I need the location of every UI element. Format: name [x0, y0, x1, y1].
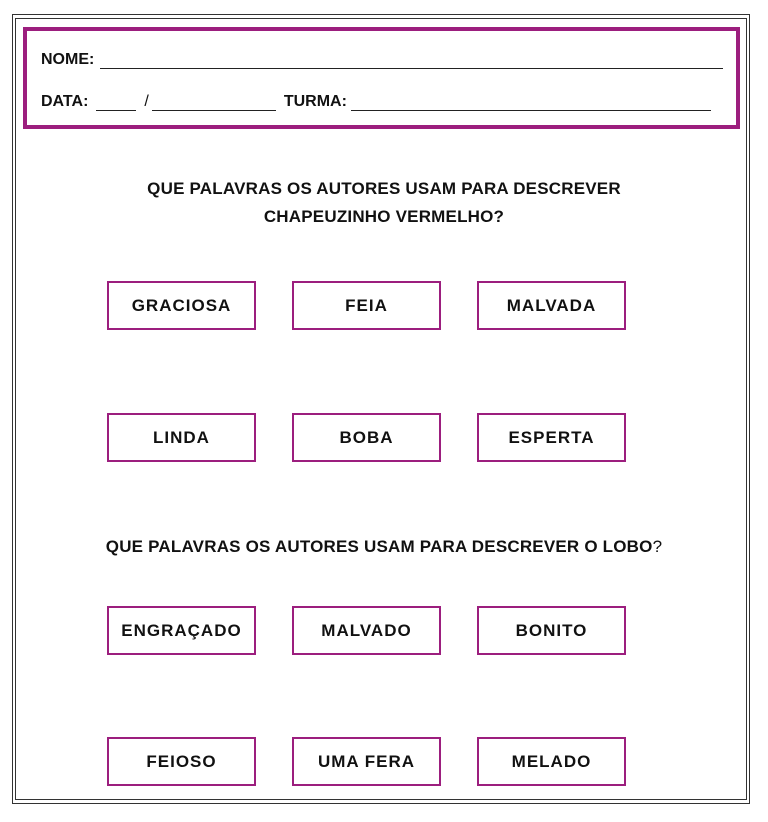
date-separator: /: [144, 93, 149, 110]
date-day-field[interactable]: [96, 98, 136, 111]
word-option-box[interactable]: MALVADA: [477, 281, 626, 330]
date-label: DATA:: [41, 93, 89, 110]
word-option-box[interactable]: FEIOSO: [107, 737, 256, 786]
word-option-box[interactable]: BOBA: [292, 413, 441, 462]
class-field[interactable]: [351, 98, 711, 111]
question-2-text: QUE PALAVRAS OS AUTORES USAM PARA DESCREVER O LOBO: [105, 537, 653, 556]
question-2-mark: ?: [652, 537, 663, 556]
date-month-field[interactable]: [152, 98, 276, 111]
class-label: TURMA:: [283, 93, 347, 110]
word-option-box[interactable]: MELADO: [477, 737, 626, 786]
word-option-box[interactable]: BONITO: [477, 606, 626, 655]
word-option-box[interactable]: GRACIOSA: [107, 281, 256, 330]
page-frame-inner: [15, 18, 747, 800]
word-option-box[interactable]: FEIA: [292, 281, 441, 330]
name-field[interactable]: [100, 56, 723, 69]
word-option-box[interactable]: ESPERTA: [477, 413, 626, 462]
word-option-box[interactable]: LINDA: [107, 413, 256, 462]
date-class-row: [41, 93, 711, 111]
name-row: [41, 51, 723, 69]
word-option-box[interactable]: UMA FERA: [292, 737, 441, 786]
student-info-box: [23, 27, 740, 129]
question-1-line-2: CHAPEUZINHO VERMELHO?: [263, 207, 505, 226]
word-option-box[interactable]: MALVADO: [292, 606, 441, 655]
word-option-box[interactable]: ENGRAÇADO: [107, 606, 256, 655]
name-label: NOME:: [41, 51, 95, 68]
question-lobo: [0, 533, 768, 561]
question-chapeuzinho: [0, 175, 768, 231]
question-1-line-1: QUE PALAVRAS OS AUTORES USAM PARA DESCREVER: [147, 179, 621, 198]
